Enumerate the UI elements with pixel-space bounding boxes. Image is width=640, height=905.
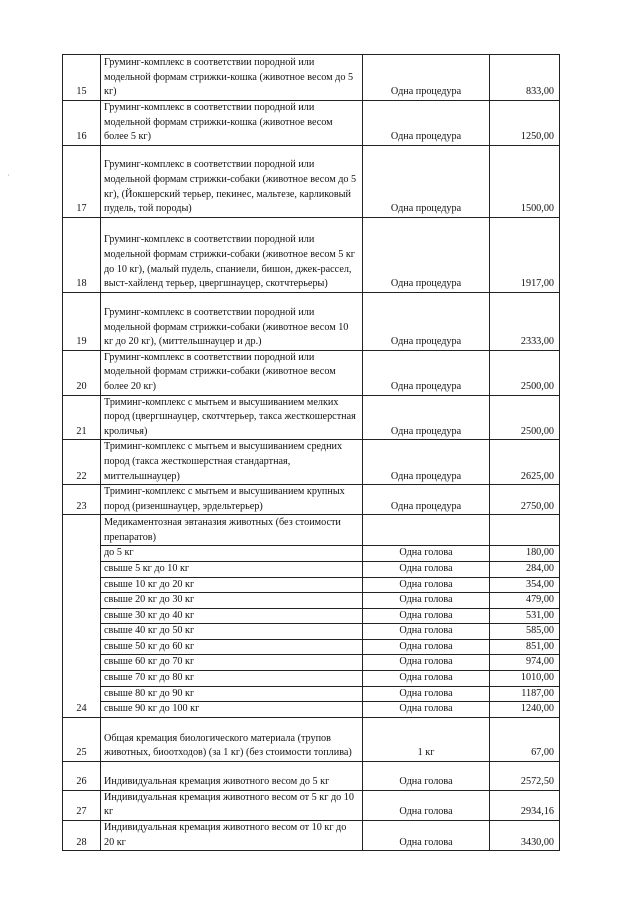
row-number: 15 xyxy=(63,55,101,101)
unit-of-measure: Одна голова xyxy=(363,671,490,687)
service-description: Триминг-комплекс с мытьем и высушиванием крупных пород (ризеншнауцер, эрдельтерьер) xyxy=(101,485,363,515)
row-number: 18 xyxy=(63,217,101,292)
unit-of-measure: Одна голова xyxy=(363,608,490,624)
price-value: 284,00 xyxy=(490,561,560,577)
row-number: 24 xyxy=(63,515,101,718)
price-value: 2500,00 xyxy=(490,350,560,395)
price-value: 2625,00 xyxy=(490,440,560,485)
table-row xyxy=(63,440,560,485)
price-value: 531,00 xyxy=(490,608,560,624)
table-row xyxy=(63,101,560,146)
row-number: 19 xyxy=(63,292,101,350)
service-description: Общая кремация биологического материала (трупов животных, биоотходов) (за 1 кг) (без стоимости топлива) xyxy=(101,717,363,761)
table-row xyxy=(63,350,560,395)
margin-mark: · xyxy=(7,171,10,180)
service-description: Груминг-комплекс в соответствии породной или модельной формам стрижки-собаки (животное весом 5 кг до 10 кг), (малый пудель, спаниели, бишон, джек-рассел, выст-хайленд терьер, цвергшнауцер, скотчтерьеры) xyxy=(101,217,363,292)
row-number: 22 xyxy=(63,440,101,485)
price-value: 1187,00 xyxy=(490,686,560,702)
table-row xyxy=(63,292,560,350)
table-row xyxy=(63,577,560,593)
unit-of-measure xyxy=(363,515,490,546)
row-number: 20 xyxy=(63,350,101,395)
unit-of-measure: Одна процедура xyxy=(363,55,490,101)
weight-range: свыше 20 кг до 30 кг xyxy=(101,593,363,609)
table-row xyxy=(63,639,560,655)
table-row xyxy=(63,546,560,562)
table-row xyxy=(63,624,560,640)
table-row xyxy=(63,790,560,820)
price-value xyxy=(490,515,560,546)
unit-of-measure: Одна голова xyxy=(363,639,490,655)
price-table-body xyxy=(63,55,560,851)
service-description: Груминг-комплекс в соответствии породной или модельной формам стрижки-собаки (животное весом до 5 кг), (Йокшерский терьер, пекинес, мальтезе, карликовый пудель, той породы) xyxy=(101,145,363,217)
table-row xyxy=(63,686,560,702)
price-value: 2572,50 xyxy=(490,761,560,790)
price-value: 1240,00 xyxy=(490,702,560,718)
weight-range: свыше 90 кг до 100 кг xyxy=(101,702,363,718)
service-description: Груминг-комплекс в соответствии породной или модельной формам стрижки-собаки (животное весом 10 кг до 20 кг), (миттельшнауцер и др.) xyxy=(101,292,363,350)
price-value: 180,00 xyxy=(490,546,560,562)
service-description: Триминг-комплекс с мытьем и высушиванием мелких пород (цвергшнауцер, скотчтерьер, такса жесткошерстная кроличья) xyxy=(101,395,363,440)
row-number: 26 xyxy=(63,761,101,790)
service-description: Медикаментозная эвтаназия животных (без стоимости препаратов) xyxy=(101,515,363,546)
price-table xyxy=(62,54,560,851)
price-value: 2750,00 xyxy=(490,485,560,515)
price-value: 479,00 xyxy=(490,593,560,609)
price-value: 1250,00 xyxy=(490,101,560,146)
table-row xyxy=(63,217,560,292)
unit-of-measure: Одна голова xyxy=(363,577,490,593)
row-number: 28 xyxy=(63,821,101,851)
price-value: 585,00 xyxy=(490,624,560,640)
table-row xyxy=(63,702,560,718)
row-number: 27 xyxy=(63,790,101,820)
price-value: 2934,16 xyxy=(490,790,560,820)
unit-of-measure: Одна голова xyxy=(363,561,490,577)
table-row xyxy=(63,671,560,687)
weight-range: свыше 40 кг до 50 кг xyxy=(101,624,363,640)
price-value: 833,00 xyxy=(490,55,560,101)
price-value: 974,00 xyxy=(490,655,560,671)
service-description: Триминг-комплекс с мытьем и высушиванием средних пород (такса жесткошерстная стандартная, миттельшнауцер) xyxy=(101,440,363,485)
unit-of-measure: Одна голова xyxy=(363,686,490,702)
unit-of-measure: Одна процедура xyxy=(363,292,490,350)
price-value: 851,00 xyxy=(490,639,560,655)
weight-range: свыше 50 кг до 60 кг xyxy=(101,639,363,655)
weight-range: свыше 10 кг до 20 кг xyxy=(101,577,363,593)
price-value: 1010,00 xyxy=(490,671,560,687)
table-row xyxy=(63,55,560,101)
unit-of-measure: Одна голова xyxy=(363,790,490,820)
table-row xyxy=(63,608,560,624)
unit-of-measure: Одна голова xyxy=(363,593,490,609)
unit-of-measure: Одна голова xyxy=(363,702,490,718)
weight-range: свыше 70 кг до 80 кг xyxy=(101,671,363,687)
table-row xyxy=(63,655,560,671)
price-value: 1917,00 xyxy=(490,217,560,292)
unit-of-measure: Одна процедура xyxy=(363,217,490,292)
weight-range: свыше 30 кг до 40 кг xyxy=(101,608,363,624)
service-description: Индивидуальная кремация животного весом от 10 кг до 20 кг xyxy=(101,821,363,851)
row-number: 25 xyxy=(63,717,101,761)
table-row xyxy=(63,821,560,851)
price-value: 2333,00 xyxy=(490,292,560,350)
unit-of-measure: Одна процедура xyxy=(363,440,490,485)
table-row xyxy=(63,485,560,515)
unit-of-measure: Одна голова xyxy=(363,624,490,640)
unit-of-measure: Одна процедура xyxy=(363,485,490,515)
weight-range: свыше 60 кг до 70 кг xyxy=(101,655,363,671)
table-row xyxy=(63,561,560,577)
table-row xyxy=(63,593,560,609)
weight-range: свыше 5 кг до 10 кг xyxy=(101,561,363,577)
table-row xyxy=(63,717,560,761)
table-row xyxy=(63,395,560,440)
unit-of-measure: Одна голова xyxy=(363,655,490,671)
weight-range: до 5 кг xyxy=(101,546,363,562)
unit-of-measure: Одна процедура xyxy=(363,145,490,217)
service-description: Груминг-комплекс в соответствии породной или модельной формам стрижки-собаки (животное весом более 20 кг) xyxy=(101,350,363,395)
unit-of-measure: Одна процедура xyxy=(363,101,490,146)
service-description: Индивидуальная кремация животного весом от 5 кг до 10 кг xyxy=(101,790,363,820)
unit-of-measure: 1 кг xyxy=(363,717,490,761)
row-number: 17 xyxy=(63,145,101,217)
table-row xyxy=(63,515,560,546)
service-description: Груминг-комплекс в соответствии породной или модельной формам стрижки-кошка (животное весом более 5 кг) xyxy=(101,101,363,146)
unit-of-measure: Одна голова xyxy=(363,821,490,851)
price-value: 3430,00 xyxy=(490,821,560,851)
row-number: 23 xyxy=(63,485,101,515)
row-number: 21 xyxy=(63,395,101,440)
table-row xyxy=(63,761,560,790)
unit-of-measure: Одна процедура xyxy=(363,350,490,395)
unit-of-measure: Одна голова xyxy=(363,546,490,562)
weight-range: свыше 80 кг до 90 кг xyxy=(101,686,363,702)
service-description: Индивидуальная кремация животного весом до 5 кг xyxy=(101,761,363,790)
unit-of-measure: Одна процедура xyxy=(363,395,490,440)
price-value: 67,00 xyxy=(490,717,560,761)
price-value: 2500,00 xyxy=(490,395,560,440)
table-row xyxy=(63,145,560,217)
price-value: 1500,00 xyxy=(490,145,560,217)
unit-of-measure: Одна голова xyxy=(363,761,490,790)
service-description: Груминг-комплекс в соответствии породной или модельной формам стрижки-кошка (животное весом до 5 кг) xyxy=(101,55,363,101)
price-value: 354,00 xyxy=(490,577,560,593)
row-number: 16 xyxy=(63,101,101,146)
